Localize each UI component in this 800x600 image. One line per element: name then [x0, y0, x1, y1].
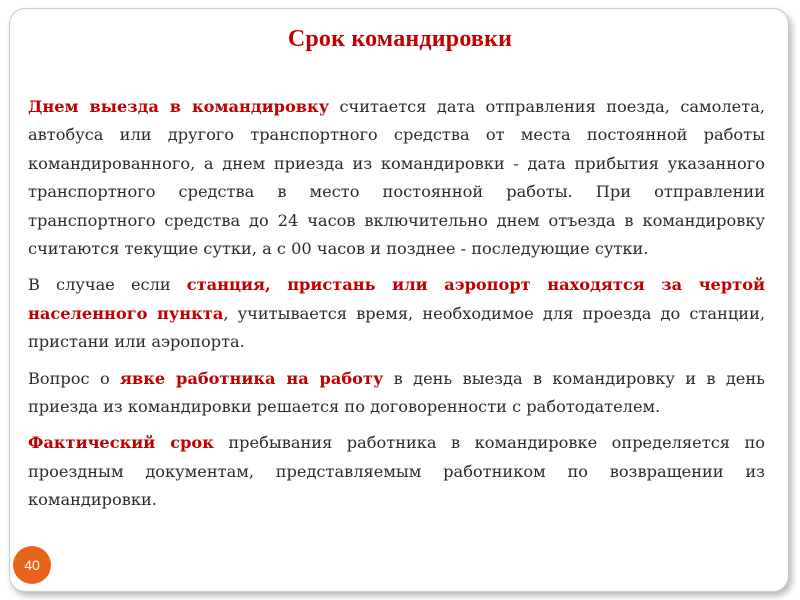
paragraph-text: В случае если — [28, 275, 187, 295]
paragraph-text: , учитывается время, необходимое для проезда до станции, пристани или аэропорта. — [28, 303, 766, 352]
slide-body — [28, 93, 765, 523]
highlight-station-outside: станция, пристань или аэропорт находятся за чертой населенного пункта — [28, 275, 766, 323]
highlight-departure-day: Днем выезда в командировку — [28, 97, 330, 116]
paragraph-departure-day — [28, 93, 765, 263]
paragraph-attendance — [28, 365, 765, 422]
paragraph-station-outside — [28, 271, 765, 356]
paragraph-text: считается дата отправления поезда, самолета, автобуса или другого транспортного средства от места постоянной работы командированного, а днем приезда из командировки - дата прибытия указанного транспортного средства в место постоянной работы. При отправлении транспортного средства до 24 часов включительно днем отъезда в командировку считаются текущие сутки, а с 00 часов и позднее - последующие сутки. — [28, 97, 766, 259]
paragraph-text: в день выезда в командировку и в день приезда из командировки решается по договоренности с работодателем. — [28, 368, 765, 417]
paragraph-actual-term — [28, 429, 765, 514]
paragraph-text: Вопрос о — [28, 368, 121, 388]
paragraph-text: пребывания работника в командировке определяется по проездным документам, представляемым работником по возвращении из командировки. — [28, 433, 765, 510]
highlight-attendance: явке работника на работу — [120, 368, 384, 388]
highlight-actual-term: Фактический срок — [28, 433, 214, 453]
page-number-badge: 40 — [13, 546, 51, 584]
slide-title: Срок командировки — [287, 26, 513, 52]
